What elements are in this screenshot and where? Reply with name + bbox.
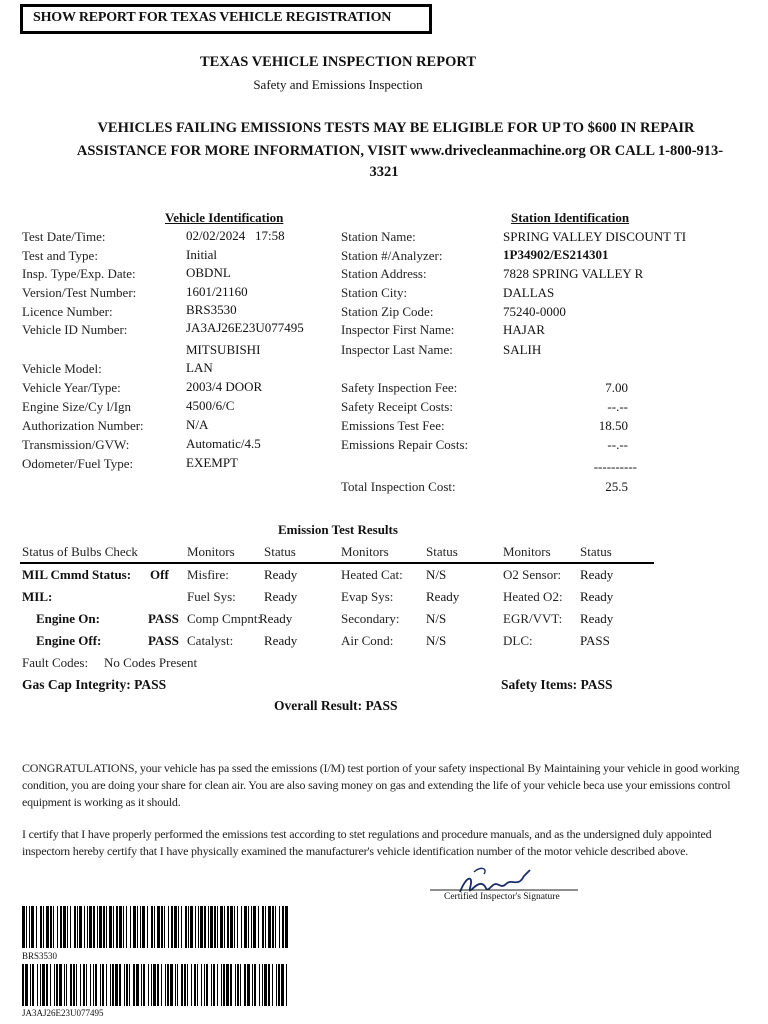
monitor-comp-cmpnt-status: Ready xyxy=(259,611,293,626)
auth-label: Authorization Number: xyxy=(22,418,144,433)
col-header-status-2: Status xyxy=(426,544,458,559)
vehicle-id-heading: Vehicle Identification xyxy=(165,210,284,225)
engine-on-value: PASS xyxy=(148,611,179,626)
total-cost-value: 25.5 xyxy=(605,479,628,494)
monitor-secondary-status: N/S xyxy=(426,611,447,626)
emission-header-rule xyxy=(20,562,654,564)
monitor-air-cond-status: N/S xyxy=(426,633,447,648)
monitor-air-cond-label: Air Cond: xyxy=(341,633,394,648)
safety-receipt-value: --.-- xyxy=(607,399,628,414)
odo-label: Odometer/Fuel Type: xyxy=(22,456,134,471)
barcode-bar xyxy=(285,906,288,948)
trans-label: Transmission/GVW: xyxy=(22,437,130,452)
monitor-fuel-sys-status: Ready xyxy=(264,589,298,604)
col-header-monitors-2: Monitors xyxy=(341,544,389,559)
make-value: MITSUBISHI xyxy=(186,342,261,357)
monitor-comp-cmpnt-label: Comp Cmpnt: xyxy=(187,611,262,626)
emission-results-heading: Emission Test Results xyxy=(278,522,398,537)
monitor-heated-o2-status: Ready xyxy=(580,589,614,604)
model-label: Vehicle Model: xyxy=(22,361,102,376)
notice-line-3: 3321 xyxy=(369,164,399,180)
mil-cmmd-value: Off xyxy=(150,567,169,582)
safety-fee-value: 7.00 xyxy=(605,380,628,395)
overall-result: Overall Result: PASS xyxy=(274,698,398,713)
monitor-fuel-sys-label: Fuel Sys: xyxy=(187,589,236,604)
col-header-status-1: Status xyxy=(264,544,296,559)
engine-value: 4500/6/C xyxy=(186,398,235,413)
barcode-bar xyxy=(287,964,288,1006)
inspector-last-label: Inspector Last Name: xyxy=(341,342,453,357)
station-city-label: Station City: xyxy=(341,285,408,300)
monitor-o2-sensor-label: O2 Sensor: xyxy=(503,567,562,582)
vin-value: JA3AJ26E23U077495 xyxy=(186,320,304,335)
vin-label: Vehicle ID Number: xyxy=(22,322,128,337)
test-date-value: 02/02/2024 17:58 xyxy=(186,228,285,243)
insp-type-label: Insp. Type/Exp. Date: xyxy=(22,266,136,281)
emissions-repair-label: Emissions Repair Costs: xyxy=(341,437,469,452)
inspector-last-value: SALIH xyxy=(503,342,542,357)
notice-line-2: ASSISTANCE FOR MORE INFORMATION, VISIT www.drivecleanmachine.org OR CALL 1-800-913- xyxy=(76,143,724,159)
certification-paragraph: I certify that I have properly performed the emissions test according to stet regulations and procedure manuals, and as the undersigned duly appointed inspectorn hereby certify that I have physically examined the manufacturer's vehicle identification number of the motor vehicle described above. xyxy=(22,827,712,858)
inspector-first-label: Inspector First Name: xyxy=(341,322,455,337)
emissions-fee-label: Emissions Test Fee: xyxy=(341,418,445,433)
station-city-value: DALLAS xyxy=(503,285,555,300)
monitor-heated-cat-label: Heated Cat: xyxy=(341,567,403,582)
version-label: Version/Test Number: xyxy=(22,285,137,300)
test-date-label: Test Date/Time: xyxy=(22,229,106,244)
station-analyzer-label: Station #/Analyzer: xyxy=(341,248,443,263)
congratulations-paragraph: CONGRATULATIONS, your vehicle has pa ssed the emissions (I/M) test portion of your safety inspectional By Maintaining your vehicle in good working condition, you are doing your share for clean air. You are also saving money on gas and extending the life of your vehicle beca use your emissions control equipment is working as it should. xyxy=(22,761,740,809)
monitor-misfire-label: Misfire: xyxy=(187,567,229,582)
monitor-dlc-label: DLC: xyxy=(503,633,533,648)
monitor-dlc-status: PASS xyxy=(580,633,610,648)
mil-label: MIL: xyxy=(22,589,53,604)
monitor-catalyst-label: Catalyst: xyxy=(187,633,234,648)
station-id-heading: Station Identification xyxy=(511,210,630,225)
col-header-monitors-3: Monitors xyxy=(503,544,551,559)
year-label: Vehicle Year/Type: xyxy=(22,380,121,395)
report-title: TEXAS VEHICLE INSPECTION REPORT xyxy=(200,54,476,70)
monitor-evap-sys-status: Ready xyxy=(426,589,460,604)
emissions-fee-value: 18.50 xyxy=(598,418,628,433)
engine-on-label: Engine On: xyxy=(36,611,100,626)
station-name-label: Station Name: xyxy=(341,229,416,244)
barcode-licence xyxy=(22,906,292,948)
show-report-banner[interactable] xyxy=(20,4,432,34)
monitor-o2-sensor-status: Ready xyxy=(580,567,614,582)
monitor-egr-vvt-status: Ready xyxy=(580,611,614,626)
engine-off-label: Engine Off: xyxy=(36,633,102,648)
monitor-egr-vvt-label: EGR/VVT: xyxy=(503,611,563,626)
licence-label: Licence Number: xyxy=(22,304,113,319)
safety-items: Safety Items: PASS xyxy=(501,677,613,692)
station-analyzer-value: 1P34902/ES214301 xyxy=(503,247,609,262)
test-type-value: Initial xyxy=(186,247,218,262)
engine-off-value: PASS xyxy=(148,633,179,648)
model-value: LAN xyxy=(186,360,213,375)
engine-label: Engine Size/Cy l/Ign xyxy=(22,399,132,414)
station-address-value: 7828 SPRING VALLEY R xyxy=(503,266,644,281)
inspector-first-value: HAJAR xyxy=(503,322,545,337)
col-header-bulbs: Status of Bulbs Check xyxy=(22,544,138,559)
emissions-repair-value: --.-- xyxy=(607,437,628,452)
station-zip-label: Station Zip Code: xyxy=(341,304,434,319)
station-address-label: Station Address: xyxy=(341,266,427,281)
inspector-signature xyxy=(430,862,590,910)
total-cost-label: Total Inspection Cost: xyxy=(341,479,456,494)
safety-fee-label: Safety Inspection Fee: xyxy=(341,380,458,395)
station-name-value: SPRING VALLEY DISCOUNT TI xyxy=(503,229,687,244)
version-value: 1601/21160 xyxy=(186,284,248,299)
auth-value: N/A xyxy=(186,417,209,432)
insp-type-value: OBDNL xyxy=(186,265,231,280)
fault-codes-label: Fault Codes: xyxy=(22,655,89,670)
report-subtitle: Safety and Emissions Inspection xyxy=(253,77,423,92)
barcode-licence-text: BRS3530 xyxy=(22,951,58,961)
fee-total-rule: ---------- xyxy=(593,459,637,474)
trans-value: Automatic/4.5 xyxy=(186,436,261,451)
show-report-label: SHOW REPORT FOR TEXAS VEHICLE REGISTRATION xyxy=(33,10,392,25)
monitor-heated-o2-label: Heated O2: xyxy=(503,589,563,604)
monitor-misfire-status: Ready xyxy=(264,567,298,582)
monitor-secondary-label: Secondary: xyxy=(341,611,400,626)
monitor-catalyst-status: Ready xyxy=(264,633,298,648)
fault-codes-value: No Codes Present xyxy=(104,655,198,670)
safety-receipt-label: Safety Receipt Costs: xyxy=(341,399,453,414)
year-value: 2003/4 DOOR xyxy=(186,379,263,394)
monitor-heated-cat-status: N/S xyxy=(426,567,447,582)
licence-value: BRS3530 xyxy=(186,302,237,317)
mil-cmmd-label: MIL Cmmd Status: xyxy=(22,567,132,582)
station-zip-value: 75240-0000 xyxy=(503,304,566,319)
barcode-vin-text: JA3AJ26E23U077495 xyxy=(22,1008,104,1018)
gas-cap-integrity: Gas Cap Integrity: PASS xyxy=(22,677,167,692)
col-header-monitors-1: Monitors xyxy=(187,544,235,559)
signature-caption: Certified Inspector's Signature xyxy=(444,892,560,902)
barcode-vin xyxy=(22,964,292,1006)
monitor-evap-sys-label: Evap Sys: xyxy=(341,589,394,604)
notice-line-1: VEHICLES FAILING EMISSIONS TESTS MAY BE ELIGIBLE FOR UP TO $600 IN REPAIR xyxy=(97,120,695,136)
test-type-label: Test and Type: xyxy=(22,248,98,263)
col-header-status-3: Status xyxy=(580,544,612,559)
odo-value: EXEMPT xyxy=(186,455,238,470)
